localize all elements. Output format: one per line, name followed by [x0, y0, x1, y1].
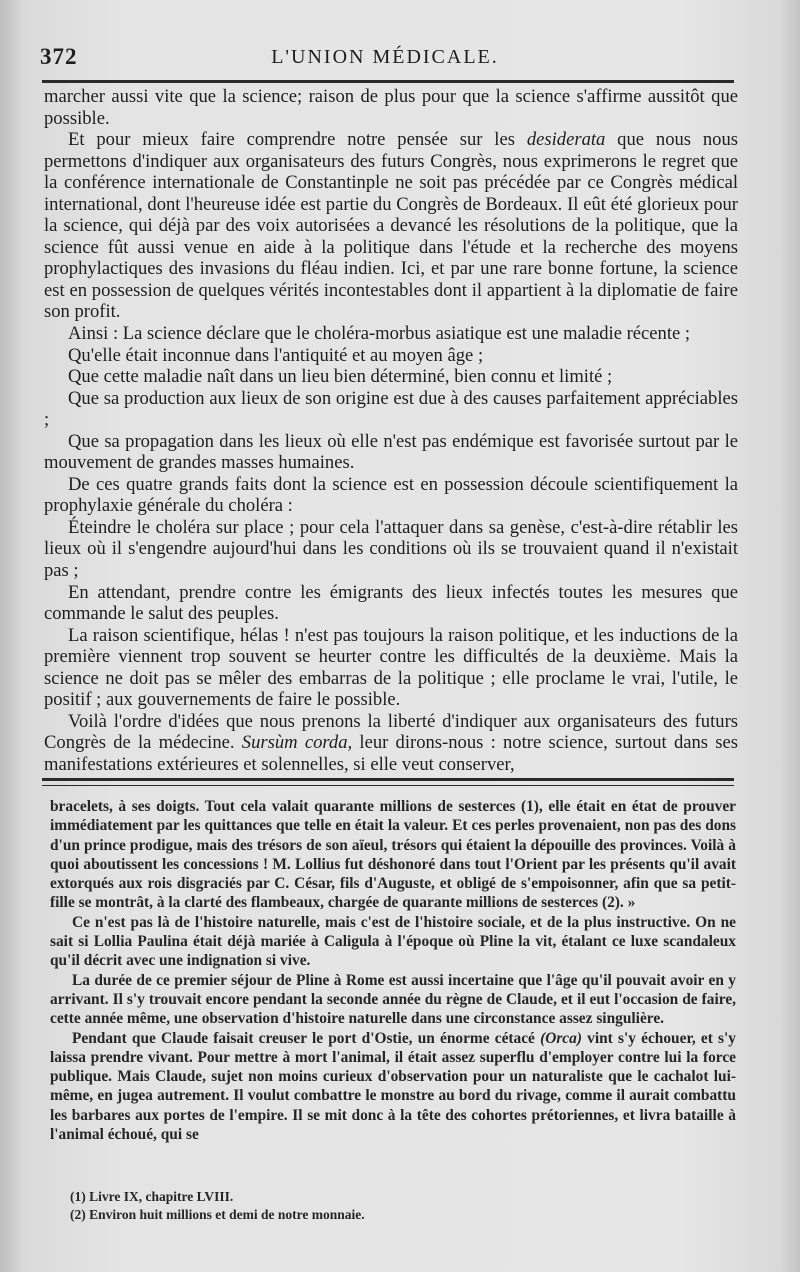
paragraph: Que sa propagation dans les lieux où elle n'est pas endémique est favorisée surtout par le mouvement de grandes masses humaines. [44, 430, 738, 474]
running-title: L'UNION MÉDICALE. [271, 46, 499, 68]
footnote: (1) Livre IX, chapitre LVIII. [70, 1189, 234, 1204]
paragraph: Qu'elle était inconnue dans l'antiquité et au moyen âge ; [68, 344, 484, 366]
paragraph: marcher aussi vite que la science; raison de plus pour que la science s'affirme aussitôt que possible. [44, 86, 738, 129]
paragraph: Ce n'est pas là de l'histoire naturelle, mais c'est de l'histoire sociale, et de la plus instructive. On ne sait si Lollia Paulina était déjà mariée à Caligula à l'époque où Pline la vit, étalant ce luxe scandaleux qu'il décrit avec une indignation si vive. [50, 913, 736, 970]
page-header [40, 44, 730, 76]
italic-phrase: Sursùm corda, [241, 732, 353, 754]
paragraph: Que cette maladie naît dans un lieu bien déterminé, bien connu et limité ; [68, 366, 613, 388]
italic-term: desiderata [526, 129, 606, 151]
page-number: 372 [40, 44, 78, 69]
paragraph: Pendant que Claude faisait creuser le port d'Ostie, un énorme cétacé (Orca) vint s'y échouer, et s'y laissa prendre vivant. Pour mettre à mort l'animal, il était assez superflu d'employer contre lui la force publique. Mais Claude, sujet non moins curieux d'observation pour un naturaliste que le cachalot lui-même, en jugea autrement. Il voulut combattre le monstre au bord du rivage, comme il aurait combattu les barbares aux portes de l'empire. Il se mit donc à la tête des cohortes prétoriennes, et livra bataille à l'animal échoué, qui se [50, 1029, 736, 1144]
footnote: (2) Environ huit millions et demi de notre monnaie. [70, 1207, 365, 1222]
paragraph: Et pour mieux faire comprendre notre pensée sur les desiderata que nous nous permettons d'indiquer aux organisateurs des futurs Congrès, nous exprimerons le regret que la conférence internationale de Constantinple ne soit pas précédée par ce Congrès médical international, dont l'heureuse idée est partie du Congrès de Bordeaux. Il eût été glorieux pour la science, qui déjà par des voix autorisées a devancé les résolutions de la politique, que la science fût aussi venue en aide à la politique dans l'étude et la recherche des moyens prophylactiques des invasions du fléau indien. Ici, et par une rare bonne fortune, la science est en possession de quelques vérités incontestables dont il appartient à la diplomatie de faire son profit. [44, 129, 739, 323]
feuilleton-rule-top [42, 778, 734, 781]
main-article-text [44, 86, 738, 776]
paragraph: La durée de ce premier séjour de Pline à Rome est aussi incertaine que l'âge qu'il pouvait avoir en y arrivant. Il s'y trouvait encore pendant la seconde année du règne de Claude, et il eut l'occasion de faire, cette année même, une observation d'histoire naturelle dans une circonstance assez singulière. [50, 971, 736, 1028]
paragraph: Ainsi : La science déclare que le choléra-morbus asiatique est une maladie récente ; [68, 323, 691, 345]
paragraph: De ces quatre grands faits dont la science est en possession découle scientifiquement la prophylaxie générale du choléra : [44, 473, 738, 517]
paragraph: La raison scientifique, hélas ! n'est pas toujours la raison politique, et les inductions de la première viennent trop souvent se heurter contre les difficultés de la deuxième. Mais la science ne doit pas se mêler des embarras de la politique ; elle proclame le vrai, l'utile, le positif ; aux gouvernements de faire le possible. [44, 624, 738, 711]
paragraph: Éteindre le choléra sur place ; pour cela l'attaquer dans sa genèse, c'est-à-dire rétablir les lieux où il s'engendre aujourd'hui dans les conditions où ils se trouvaient quand il n'existait pas ; [44, 516, 738, 582]
paragraph: En attendant, prendre contre les émigrants des lieux infectés toutes les mesures que commande le salut des peuples. [44, 581, 738, 625]
feuilleton-rule-bottom [42, 785, 734, 786]
paragraph: bracelets, à ses doigts. Tout cela valait quarante millions de sesterces (1), elle était en état de prouver immédiatement par les quittances que telle en était la valeur. Et ces perles provenaient, non pas des dons d'un prince prodigue, mais des trésors de son aïeul, trésors qui étaient la dépouille des provinces. Voilà à quoi aboutissent les concessions ! M. Lollius fut déshonoré dans tout l'Orient par les présents qu'il avait extorqués aux rois disgraciés par C. César, fils d'Auguste, et obligé de s'empoisonner, afin que sa petit-fille se montrât, à la clarté des flambeaux, chargée de quarante millions de sesterces (2). » [50, 798, 736, 912]
paragraph: Que sa production aux lieux de son origine est due à des causes parfaitement appréciables ; [44, 387, 738, 431]
italic-term: (Orca) [540, 1029, 582, 1047]
paragraph: Voilà l'ordre d'idées que nous prenons la liberté d'indiquer aux organisateurs des futurs Congrès de la médecine. Sursùm corda, leur dirons-nous : notre science, surtout dans ses manifestations extérieures et solennelles, si elle veut conserver, [44, 710, 738, 775]
footnotes [70, 1188, 670, 1224]
header-rule [42, 80, 734, 83]
feuilleton-text [50, 797, 736, 1144]
